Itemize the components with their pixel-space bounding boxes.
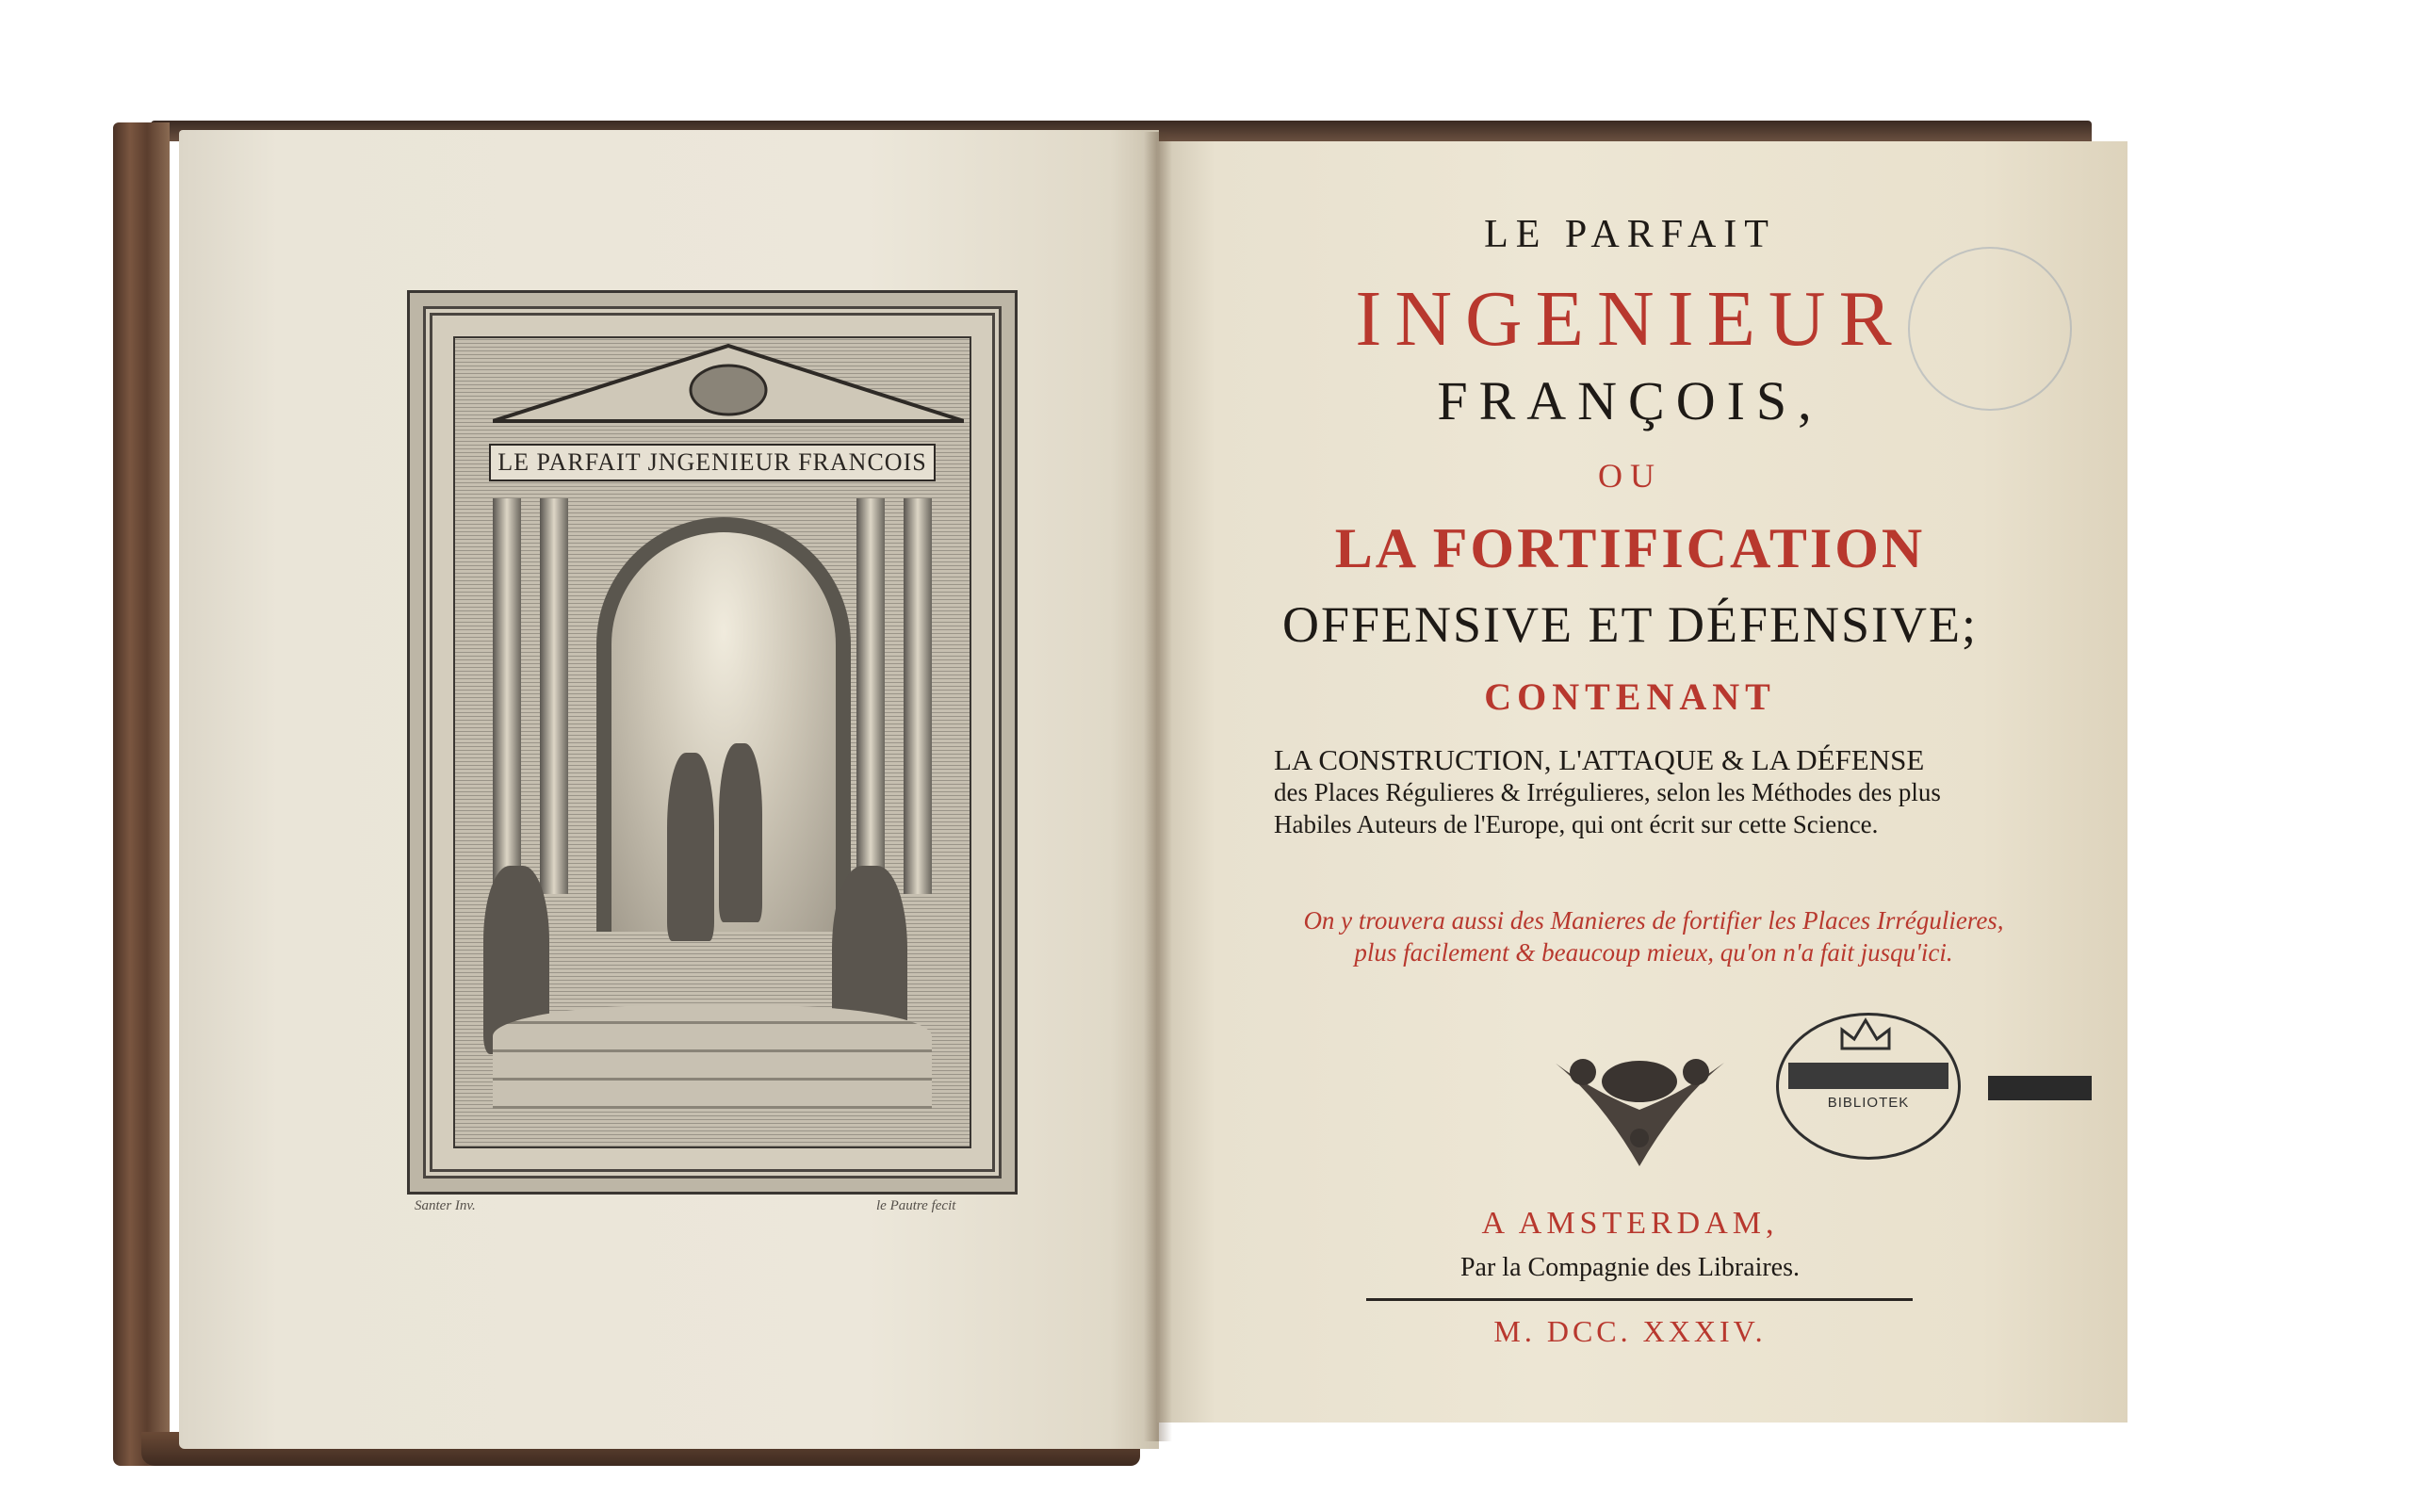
column-right-outer: [904, 498, 932, 894]
figure-minerva: [719, 743, 762, 922]
column-right-inner: [856, 498, 885, 894]
title-line-3: FRANÇOIS,: [1437, 370, 1823, 431]
imprint-publisher: Par la Compagnie des Libraires.: [1459, 1253, 1800, 1282]
imprint-year: M. DCC. XXXIV.: [1493, 1314, 1767, 1348]
imprint-rule: [1366, 1298, 1913, 1301]
engraving-scene: [453, 336, 971, 1148]
title-line-2: INGENIEUR: [1355, 275, 1905, 363]
title-line-1: LE PARFAIT: [1484, 213, 1776, 256]
title-line-7: CONTENANT: [1484, 675, 1776, 718]
book-gutter: [1144, 132, 1172, 1441]
title-line-5: LA FORTIFICATION: [1334, 517, 1926, 579]
column-left-inner: [540, 498, 568, 894]
stamp-text: BIBLIOTEK: [1827, 1094, 1910, 1111]
pediment-icon: [493, 338, 964, 423]
description-lead: LA CONSTRUCTION, L'ATTAQUE & LA DÉFENSE: [1274, 743, 1925, 776]
imprint-place: A AMSTERDAM,: [1481, 1206, 1779, 1241]
library-stamp: [1776, 1013, 1961, 1160]
title-note: On y trouvera aussi des Manieres de fortifier les Places Irrégulieres, plus facilement & beaucoup mieux, qu'on n'a fait jusqu'ici.: [1303, 906, 2004, 967]
stamp-redaction-bar: [1788, 1063, 1948, 1089]
title-line-4: OU: [1598, 457, 1662, 495]
ink-mark: [1988, 1076, 2092, 1100]
title-description: [1274, 744, 2018, 840]
frontispiece-engraving: [407, 290, 1018, 1195]
engraving-banner: LE PARFAIT JNGENIEUR FRANCOIS: [489, 444, 936, 481]
engraving-frame: [423, 306, 1002, 1179]
floral-ornament-icon: [1545, 1044, 1734, 1176]
engraving-credit-left: Santer Inv.: [415, 1198, 476, 1213]
book-spine: [113, 122, 170, 1466]
engraving-steps: [493, 1005, 932, 1109]
title-line-6: OFFENSIVE ET DÉFENSIVE;: [1281, 596, 1979, 653]
figure-king: [667, 753, 714, 941]
column-left-outer: [493, 498, 521, 894]
description-rest: des Places Régulieres & Irrégulieres, selon les Méthodes des plus Habiles Auteurs de l'Europe, qui ont écrit sur cette Science.: [1274, 778, 1941, 838]
engraving-credit-right: le Pautre fecit: [876, 1198, 956, 1213]
